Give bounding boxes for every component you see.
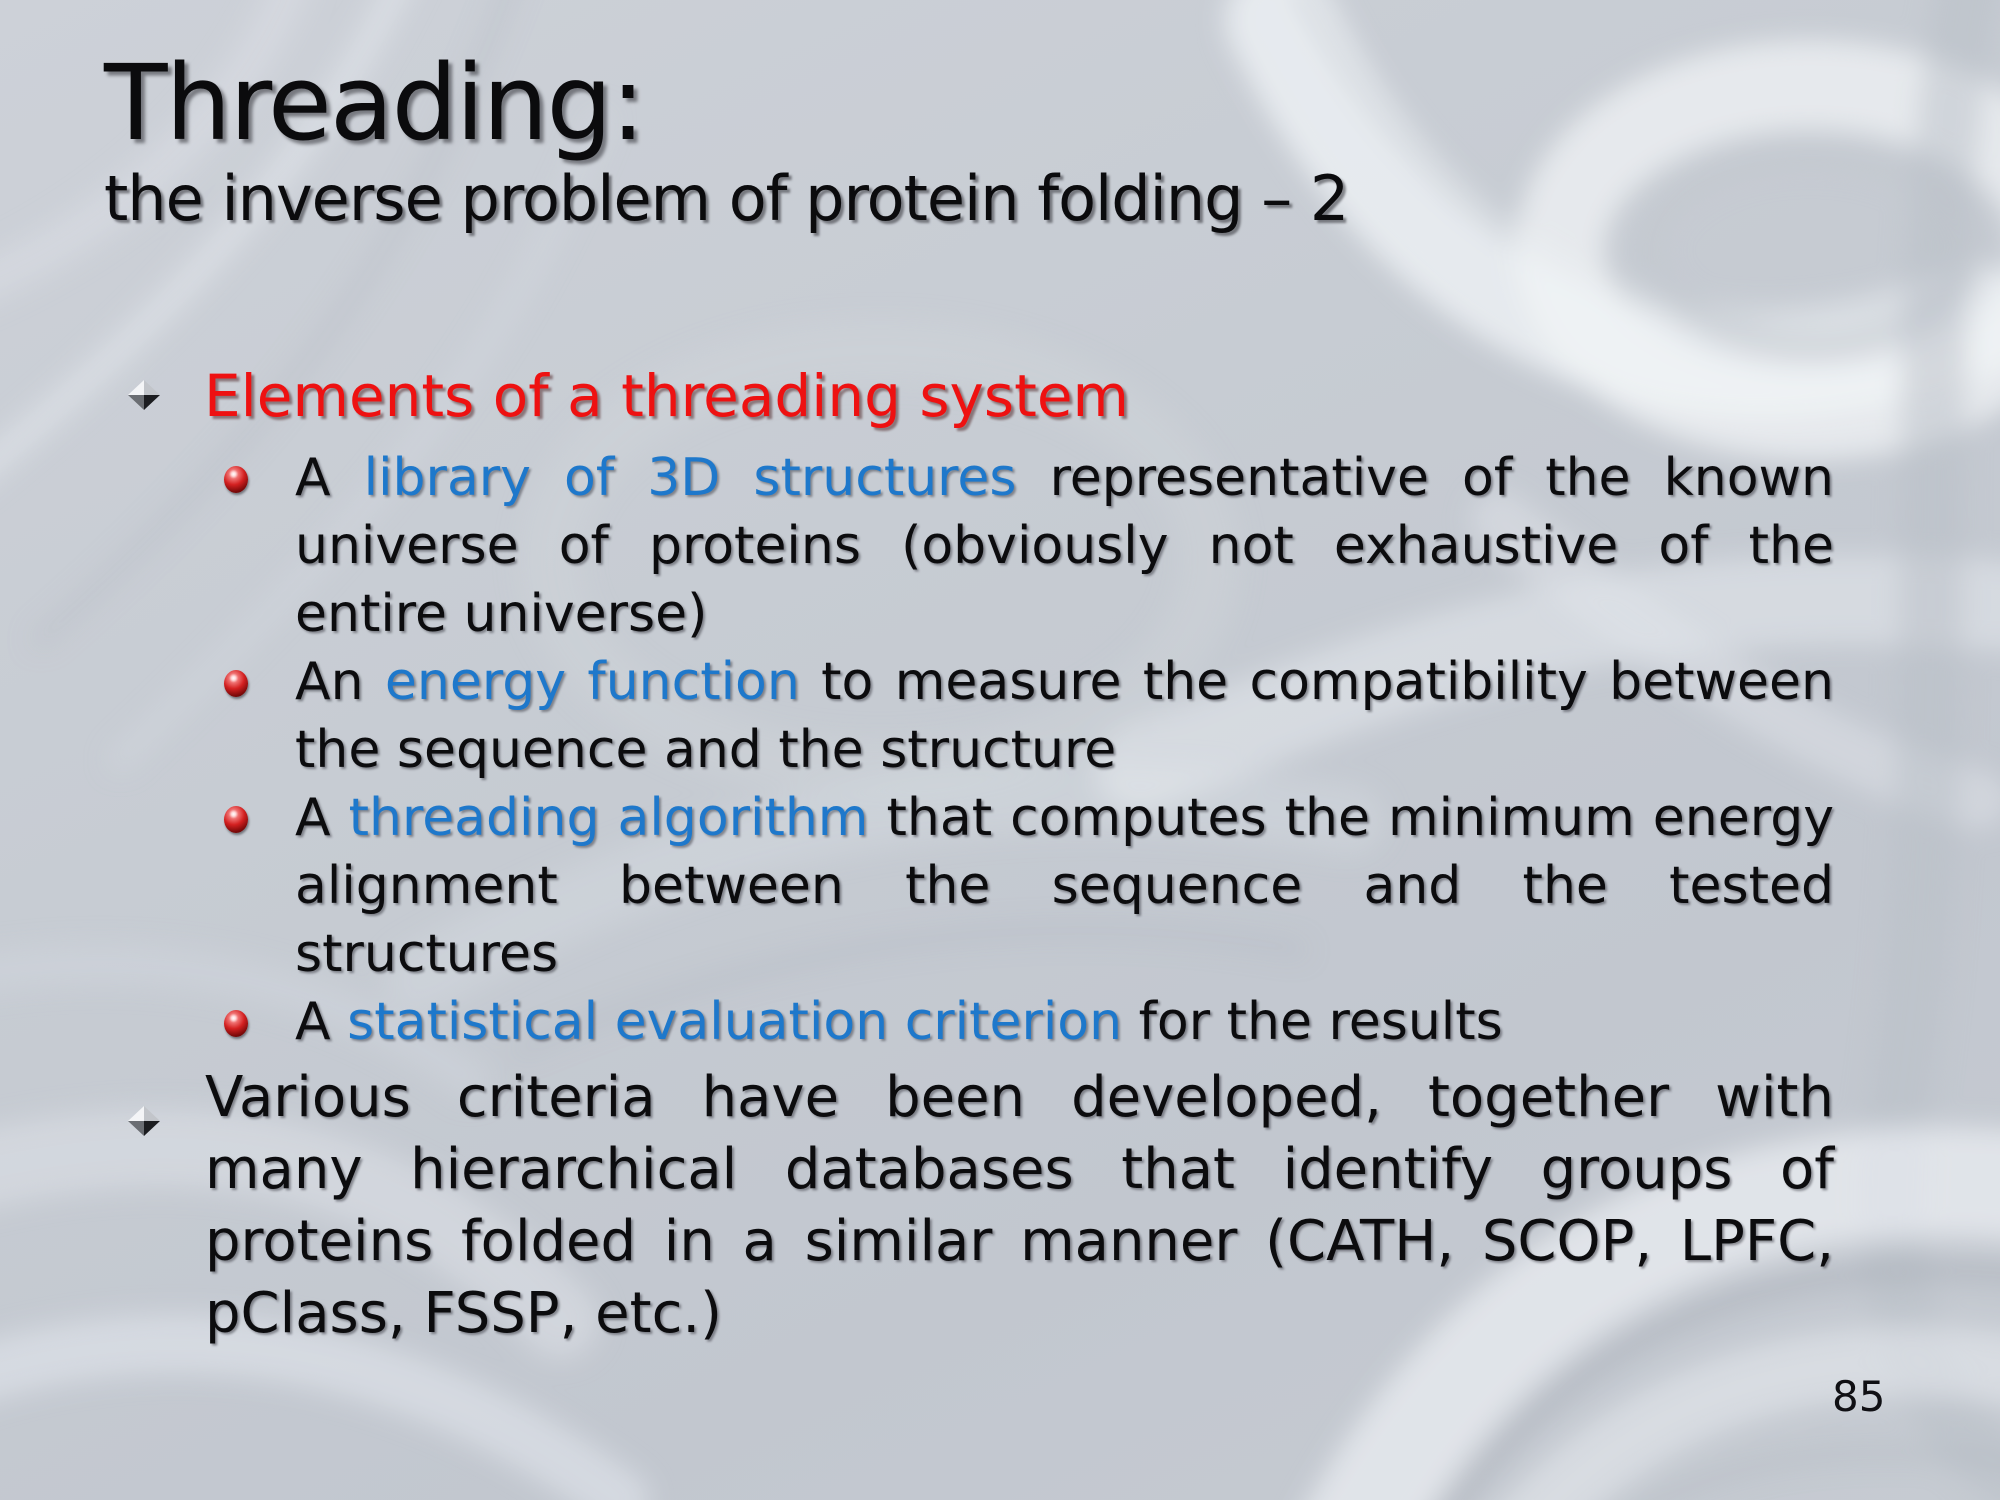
section-heading-label: Elements of a threading system — [204, 362, 1130, 430]
list-item-statistical-criterion — [128, 988, 1834, 1056]
slide-header — [104, 42, 1349, 237]
page-title: Threading: — [104, 42, 644, 164]
sphere-bullet-icon — [224, 806, 248, 833]
item-text: A — [295, 448, 364, 509]
item-text: for the results — [1122, 992, 1503, 1053]
page-number: 85 — [1832, 1372, 1886, 1421]
item-term: library of 3D structures — [363, 448, 1017, 509]
closing-paragraph — [128, 1062, 1834, 1350]
item-text: A — [295, 788, 349, 849]
sphere-bullet-icon — [224, 1010, 248, 1037]
item-text: representative of the known universe of proteins (obviously not exhaustive of the entire universe) — [295, 448, 1834, 645]
diamond-bullet-icon — [128, 380, 160, 410]
section-heading-row — [128, 362, 1834, 430]
item-text: that computes the minimum energy alignment between the sequence and the tested structures — [295, 788, 1834, 985]
slide-body — [128, 362, 1834, 1350]
item-term: threading algorithm — [348, 788, 869, 849]
item-text: A — [295, 992, 348, 1053]
sphere-bullet-icon — [224, 466, 248, 493]
diamond-bullet-icon — [128, 1082, 160, 1112]
item-text: An — [295, 652, 385, 713]
list-item-library — [128, 444, 1834, 648]
closing-text: Various criteria have been developed, together with many hierarchical databases that identify groups of proteins folded in a similar manner (CATH, SCOP, LPFC, pClass, FSSP, etc.) — [205, 1065, 1834, 1347]
page-subtitle: the inverse problem of protein folding – 2 — [104, 162, 1349, 236]
sphere-bullet-icon — [224, 670, 248, 697]
item-text: to measure the compatibility between the sequence and the structure — [295, 652, 1834, 781]
item-term: statistical evaluation criterion — [347, 992, 1123, 1053]
list-item-energy-function — [128, 648, 1834, 784]
list-item-threading-algorithm — [128, 784, 1834, 988]
item-term: energy function — [384, 652, 800, 713]
